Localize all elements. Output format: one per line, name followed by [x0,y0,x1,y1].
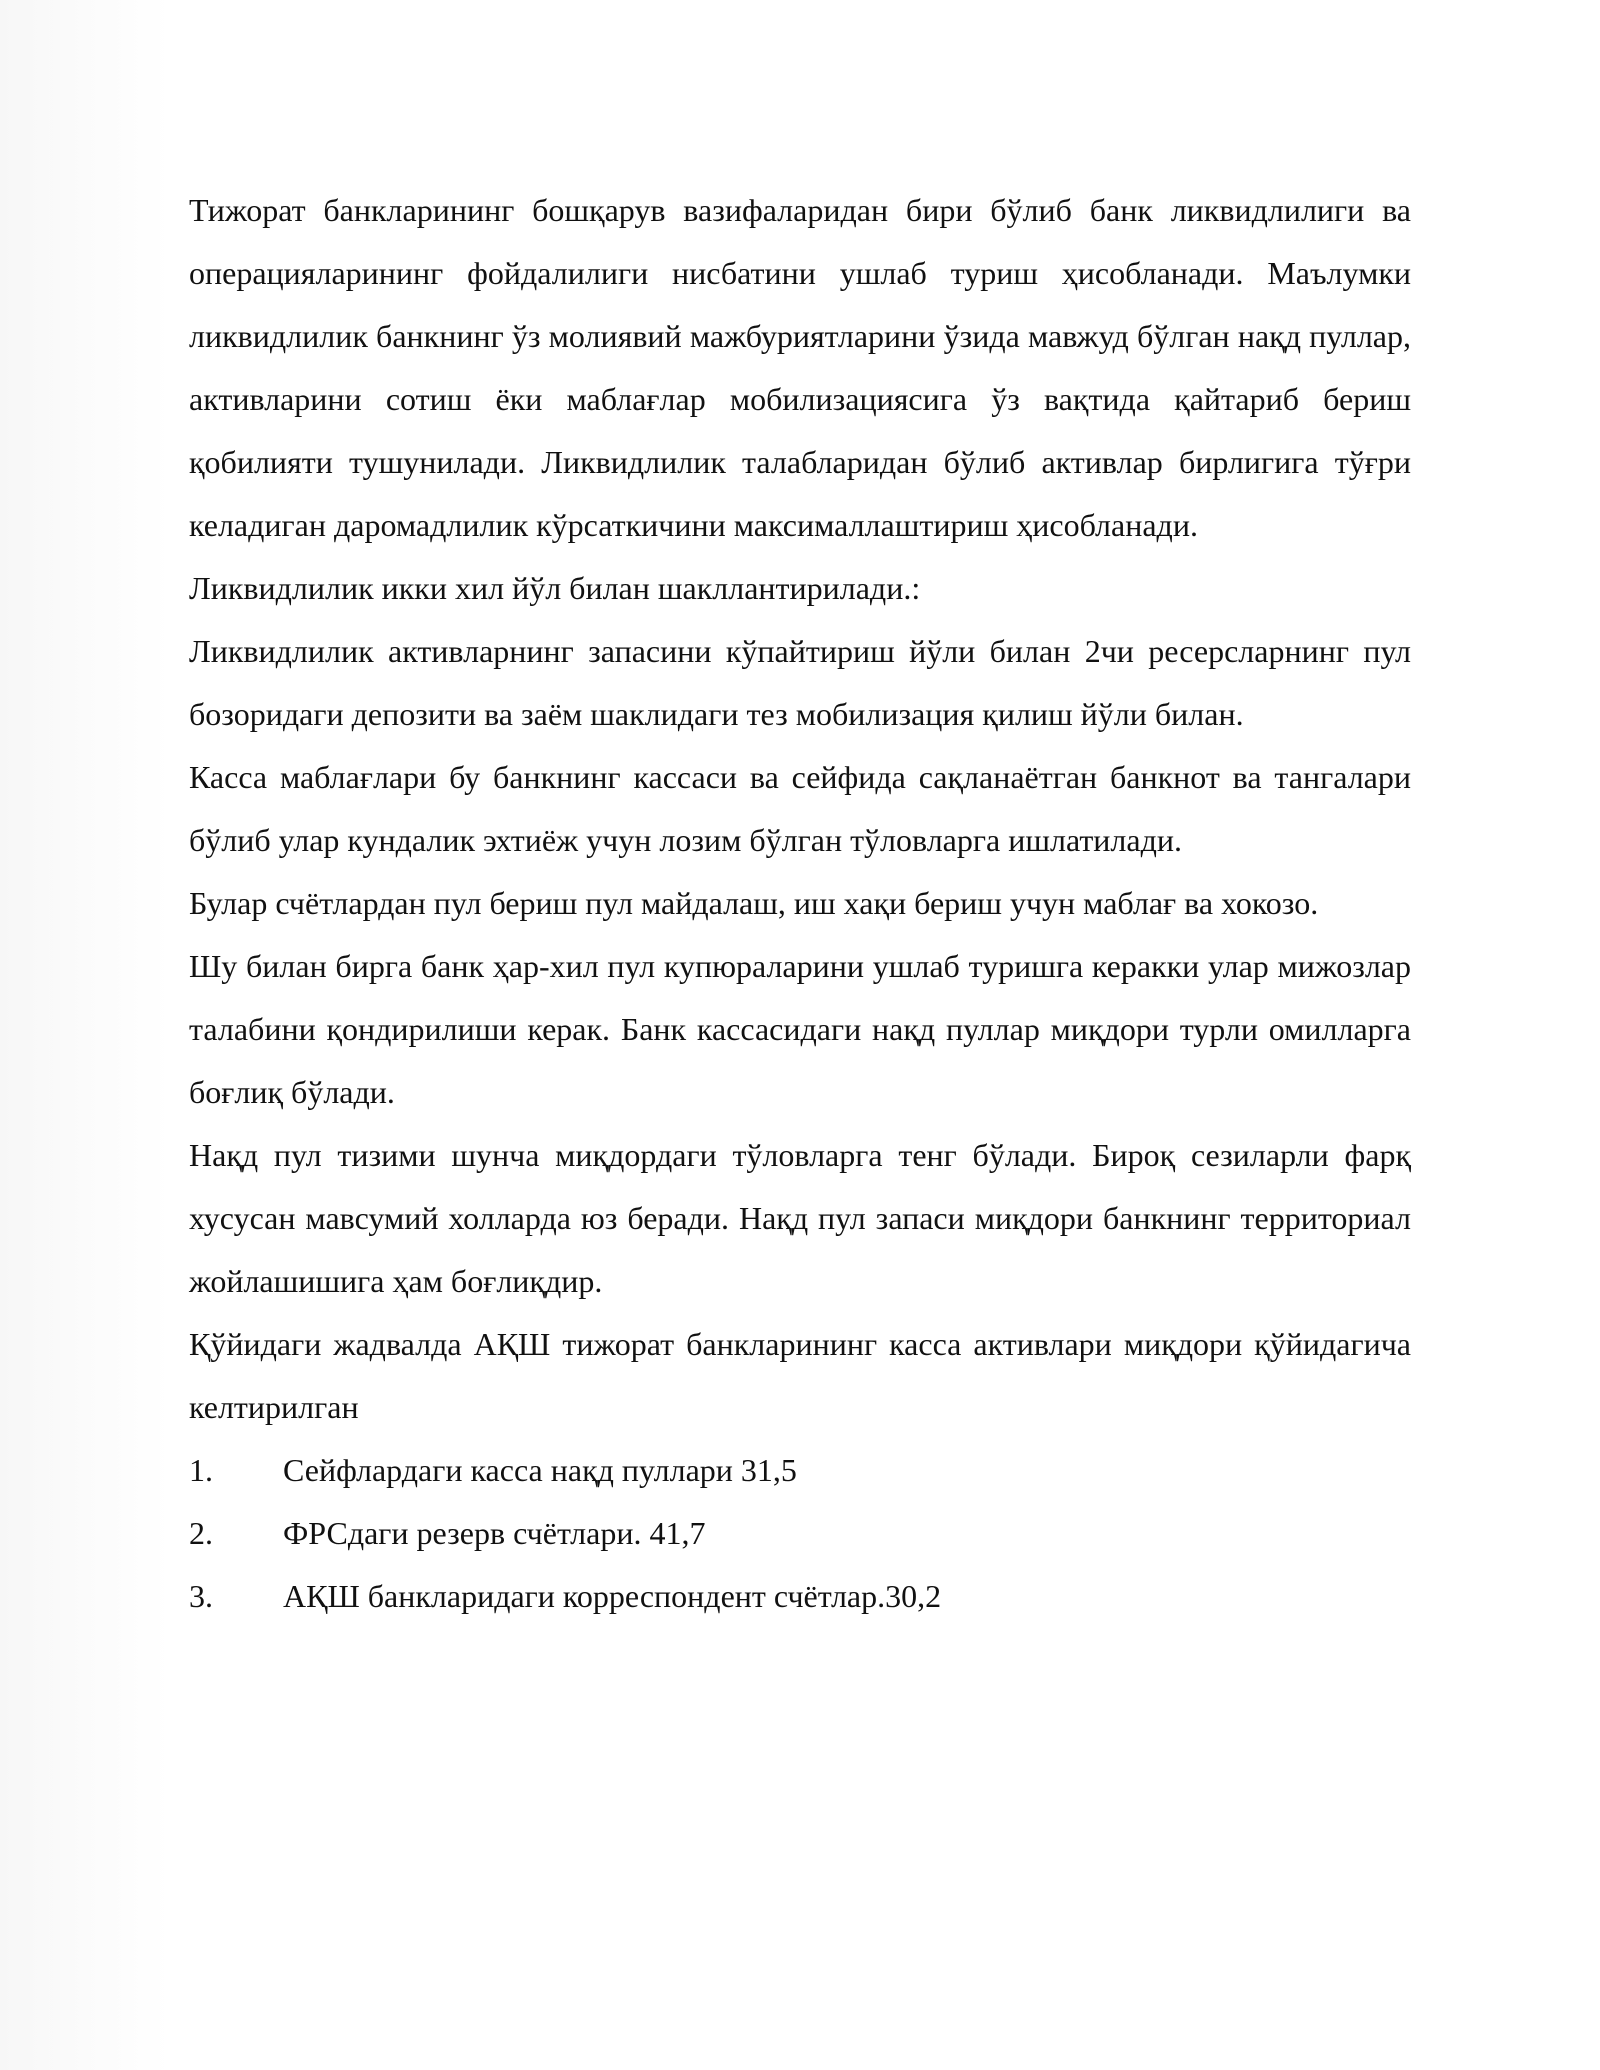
paragraph-cash-system: Нақд пул тизими шунча миқдордаги тўловларга тенг бўлади. Бироқ сезиларли фарқ хусусан мавсумий холларда юз беради. Нақд пул запаси миқдори банкнинг территориал жойлашишига ҳам боғлиқдир. [189,1137,1411,1299]
list-item-number: 2. [189,1515,213,1551]
list-item-text: АҚШ банкларидаги корреспондент счётлар.30,2 [283,1578,942,1614]
list-item-text: ФРСдаги резерв счётлари. 41,7 [283,1515,706,1551]
list-item-number: 1. [189,1452,213,1488]
page-left-shade [0,0,170,2070]
paragraph-table-intro: Қўйидаги жадвалда АҚШ тижорат банкларининг касса активлари миқдори қўйидагича келтирилган [189,1326,1411,1425]
paragraph-accounts: Булар счётлардан пул бериш пул майдалаш, иш хақи бериш учун маблағ ва хокозо. [189,885,1319,921]
list-item [189,1502,1411,1565]
list-item-text: Сейфлардаги касса нақд пуллари 31,5 [283,1452,797,1488]
paragraph-liquidity-assets: Ликвидлилик активларнинг запасини кўпайтириш йўли билан 2чи ресерсларнинг пул бозоридаги депозити ва заём шаклидаги тез мобилизация қилиш йўли билан. [189,633,1411,732]
list-item [189,1565,1411,1628]
cash-assets-list [189,1439,1411,1628]
paragraph-liquidity-ways: Ликвидлилик икки хил йўл билан шакллантирилади.: [189,570,921,606]
document-body [189,179,1411,1628]
paragraph-bank-management: Тижорат банкларининг бошқарув вазифаларидан бири бўлиб банк ликвидлилиги ва операцияларининг фойдалилиги нисбатини ушлаб туриш ҳисобланади. Маълумки ликвидлилик банкнинг ўз молиявий мажбуриятларини ўзида мавжуд бўлган нақд пуллар, активларини сотиш ёки маблағлар мобилизациясига ўз вақтида қайтариб бериш қобилияти тушунилади. Ликвидлилик талабларидан бўлиб активлар бирлигига тўғри келадиган даромадлилик кўрсаткичини максималлаштириш ҳисобланади. [189,192,1411,543]
paragraph-banknotes: Шу билан бирга банк ҳар-хил пул купюраларини ушлаб туришга керакки улар мижозлар талабини қондирилиши керак. Банк кассасидаги нақд пуллар миқдори турли омилларга боғлиқ бўлади. [189,948,1411,1110]
list-item-number: 3. [189,1578,213,1614]
paragraph-cash-funds: Касса маблағлари бу банкнинг кассаси ва сейфида сақланаётган банкнот ва тангалари бўлиб улар кундалик эхтиёж учун лозим бўлган тўловларга ишлатилади. [189,759,1411,858]
list-item [189,1439,1411,1502]
